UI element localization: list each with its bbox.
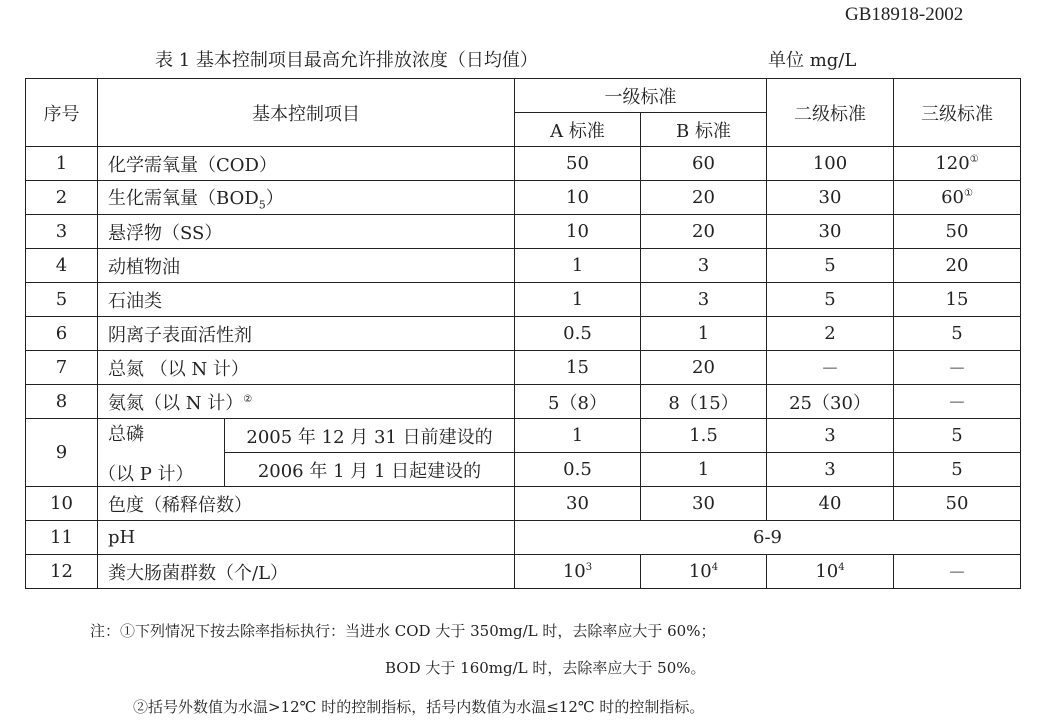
row-item: [98, 317, 515, 351]
cell-a-text: 5（8）: [548, 392, 607, 414]
cell-a: [515, 215, 641, 249]
row-item: [98, 487, 515, 521]
subscript: 5: [258, 198, 266, 212]
row-no-text: 10: [50, 493, 73, 514]
cell-b-text: 20: [692, 221, 715, 242]
row-subitem: [225, 453, 515, 487]
cell-b: [641, 419, 767, 453]
row-item-text: 粪大肠菌群数（个/L）: [108, 562, 289, 584]
cell-a-text: 0.5: [563, 459, 592, 480]
row-item-text: 阴离子表面活性剂: [108, 324, 252, 346]
header-row: [26, 79, 1021, 113]
cell-a-text: 0.5: [563, 323, 592, 344]
cell-b: [641, 147, 767, 181]
superscript: 3: [585, 562, 593, 573]
cell-b-text: 3: [697, 255, 710, 276]
cell-grade3-text: 20: [945, 255, 969, 276]
row-item-line1: 总磷: [108, 423, 144, 445]
cell-grade3-text: 50: [945, 493, 969, 514]
cell-b-text: 60: [692, 153, 715, 174]
header-item: 基本控制项目: [98, 79, 515, 147]
cell-grade3-text: 60: [941, 187, 964, 208]
table-row: [26, 385, 1021, 419]
row-item-text: 氨氮（以 N 计）: [108, 392, 244, 414]
cell-a-text: 10: [566, 221, 589, 242]
cell-a-text: 10: [562, 561, 586, 582]
cell-b: [641, 351, 767, 385]
row-item: [98, 419, 225, 487]
superscript: ②: [243, 393, 253, 405]
table-row: [26, 317, 1021, 351]
row-item: [98, 283, 515, 317]
row-item: [98, 147, 515, 181]
cell-a-text: 1: [571, 255, 584, 276]
row-no: [26, 487, 98, 521]
row-no-text: 4: [55, 255, 68, 276]
cell-b-text: 20: [692, 357, 715, 378]
row-item: [98, 521, 515, 555]
cell-grade3: [894, 351, 1021, 385]
row-no: [26, 351, 98, 385]
table-row: [26, 521, 1021, 555]
cell-grade3-text: －: [948, 358, 966, 380]
row-no: [26, 419, 98, 487]
cell-grade2: [767, 419, 894, 453]
row-item: [98, 555, 515, 589]
row-no-text: 7: [55, 357, 68, 378]
cell-a-text: 10: [566, 187, 589, 208]
table-row: [26, 419, 1021, 453]
cell-a: [515, 317, 641, 351]
cell-b: [641, 487, 767, 521]
cell-a-text: 30: [566, 493, 589, 514]
table-row: [26, 181, 1021, 215]
table-row: [26, 283, 1021, 317]
cell-grade3: [894, 487, 1021, 521]
superscript: 4: [838, 562, 845, 573]
cell-a-text: 1: [571, 425, 584, 446]
cell-grade2: [767, 453, 894, 487]
note-1-cont: BOD 大于 160mg/L 时，去除率应大于 50%。: [385, 659, 706, 677]
table-row: [26, 249, 1021, 283]
cell-grade2-text: 30: [818, 187, 842, 208]
cell-grade2: [767, 249, 894, 283]
cell-a: [515, 419, 641, 453]
cell-a: [515, 283, 641, 317]
header-grade3: 三级标准: [894, 79, 1021, 147]
cell-b-text: 20: [692, 187, 715, 208]
cell-grade3-text: 5: [951, 323, 963, 344]
cell-grade3: [894, 249, 1021, 283]
cell-grade3-text: 120: [935, 153, 970, 174]
cell-b-text: 8（15）: [668, 392, 739, 414]
header-grade1: 一级标准: [515, 79, 767, 113]
header-no: 序号: [26, 79, 98, 147]
cell-grade3: [894, 215, 1021, 249]
cell-b: [641, 385, 767, 419]
table-row: [26, 147, 1021, 181]
header-grade1b: B 标准: [641, 113, 767, 147]
cell-a: [515, 555, 641, 589]
cell-grade2-text: 2: [824, 323, 836, 344]
row-item-text: pH: [108, 527, 136, 548]
cell-b: [641, 181, 767, 215]
cell-b-text: 1: [697, 459, 710, 480]
row-item: [98, 385, 515, 419]
cell-b-text: 10: [688, 561, 712, 582]
standard-code: GB18918-2002: [845, 4, 964, 25]
row-no-text: 5: [55, 289, 68, 310]
row-item-text: 悬浮物（SS）: [108, 222, 223, 244]
cell-b-text: 3: [697, 289, 710, 310]
cell-grade2: [767, 283, 894, 317]
row-item-text: 色度（稀释倍数）: [108, 494, 252, 516]
row-item-text: 总氮 （以 N 计）: [108, 358, 249, 380]
cell-a: [515, 249, 641, 283]
cell-grade2: [767, 181, 894, 215]
row-item-text: 动植物油: [108, 256, 180, 278]
cell-b: [641, 283, 767, 317]
cell-grade2: [767, 215, 894, 249]
row-item-text: 化学需氧量（COD）: [108, 154, 277, 176]
cell-b: [641, 555, 767, 589]
cell-a: [515, 181, 641, 215]
table-row: [26, 487, 1021, 521]
cell-b-text: 30: [692, 493, 715, 514]
cell-grade2-text: 5: [824, 289, 836, 310]
row-no: [26, 317, 98, 351]
cell-grade2-text: 3: [824, 459, 836, 480]
cell-b: [641, 453, 767, 487]
row-no: [26, 385, 98, 419]
cell-b: [641, 317, 767, 351]
row-no: [26, 521, 98, 555]
row-item: [98, 181, 515, 215]
note-1: 注：①下列情况下按去除率指标执行：当进水 COD 大于 350mg/L 时，去除率应大于 60%；: [90, 622, 716, 640]
cell-grade2: [767, 555, 894, 589]
row-subitem: [225, 419, 515, 453]
row-no-text: 3: [55, 221, 68, 242]
cell-grade2-text: 40: [818, 493, 842, 514]
cell-b: [641, 249, 767, 283]
cell-grade2: [767, 351, 894, 385]
row-subitem-text: 2005 年 12 月 31 日前建设的: [246, 426, 493, 448]
header-grade1a: A 标准: [515, 113, 641, 147]
row-no: [26, 555, 98, 589]
cell-grade2: [767, 147, 894, 181]
row-no: [26, 181, 98, 215]
cell-grade3-text: －: [948, 562, 966, 584]
cell-b-text: 1.5: [689, 425, 718, 446]
cell-grade3-text: 5: [951, 459, 963, 480]
row-subitem-text: 2006 年 1 月 1 日起建设的: [257, 460, 482, 482]
cell-grade3: [894, 147, 1021, 181]
row-no: [26, 249, 98, 283]
row-no-text: 2: [55, 187, 68, 208]
row-no-text: 9: [55, 442, 68, 463]
unit-label: 单位 mg/L: [768, 50, 857, 71]
cell-grade3-text: 50: [945, 221, 969, 242]
row-no-text: 11: [50, 527, 73, 548]
row-item-text: 生化需氧量（BOD: [108, 187, 259, 209]
row-item: [98, 351, 515, 385]
row-item-end: ）: [265, 187, 284, 209]
cell-grade3: [894, 283, 1021, 317]
cell-b-text: 1: [697, 323, 710, 344]
cell-all-grades-text: 6-9: [753, 527, 782, 548]
cell-grade2: [767, 487, 894, 521]
cell-grade2-text: －: [821, 358, 839, 380]
cell-grade3-text: 15: [945, 289, 969, 310]
table-row: [26, 555, 1021, 589]
cell-all-grades: [515, 521, 1021, 555]
row-no-text: 8: [55, 391, 68, 412]
cell-grade3: [894, 317, 1021, 351]
cell-a: [515, 351, 641, 385]
header-grade2: 二级标准: [767, 79, 894, 147]
cell-grade3-text: 5: [951, 425, 963, 446]
row-no-text: 6: [55, 323, 68, 344]
row-no: [26, 215, 98, 249]
superscript: ①: [963, 188, 973, 199]
cell-a: [515, 487, 641, 521]
cell-grade2-text: 100: [812, 153, 848, 174]
cell-b: [641, 215, 767, 249]
cell-grade3-text: －: [948, 392, 966, 414]
row-item-line2: （以 P 计）: [98, 463, 194, 485]
row-no-text: 12: [50, 561, 73, 582]
cell-a: [515, 453, 641, 487]
cell-grade2-text: 10: [815, 561, 839, 582]
cell-grade2-text: 25（30）: [789, 392, 871, 414]
row-item: [98, 249, 515, 283]
table-title: 表 1 基本控制项目最高允许排放浓度（日均值）: [155, 50, 538, 71]
cell-a-text: 50: [566, 153, 589, 174]
row-no-text: 1: [55, 153, 68, 174]
cell-grade3: [894, 453, 1021, 487]
cell-grade3: [894, 181, 1021, 215]
row-no: [26, 147, 98, 181]
standards-table: [25, 78, 1021, 589]
cell-a-text: 15: [566, 357, 589, 378]
cell-grade2-text: 5: [824, 255, 836, 276]
superscript: 4: [711, 562, 719, 573]
cell-a-text: 1: [571, 289, 584, 310]
cell-grade2: [767, 317, 894, 351]
table-row: [26, 215, 1021, 249]
note-2: ②括号外数值为水温>12℃ 时的控制指标，括号内数值为水温≤12℃ 时的控制指标。: [133, 698, 705, 716]
cell-grade2-text: 30: [818, 221, 842, 242]
cell-a: [515, 385, 641, 419]
cell-grade2-text: 3: [824, 425, 836, 446]
cell-grade3: [894, 555, 1021, 589]
cell-grade3: [894, 385, 1021, 419]
cell-grade2: [767, 385, 894, 419]
cell-a: [515, 147, 641, 181]
row-no: [26, 283, 98, 317]
table-row: [26, 351, 1021, 385]
row-item-text: 石油类: [108, 290, 162, 312]
cell-grade3: [894, 419, 1021, 453]
row-item: [98, 215, 515, 249]
superscript: ①: [969, 154, 979, 165]
